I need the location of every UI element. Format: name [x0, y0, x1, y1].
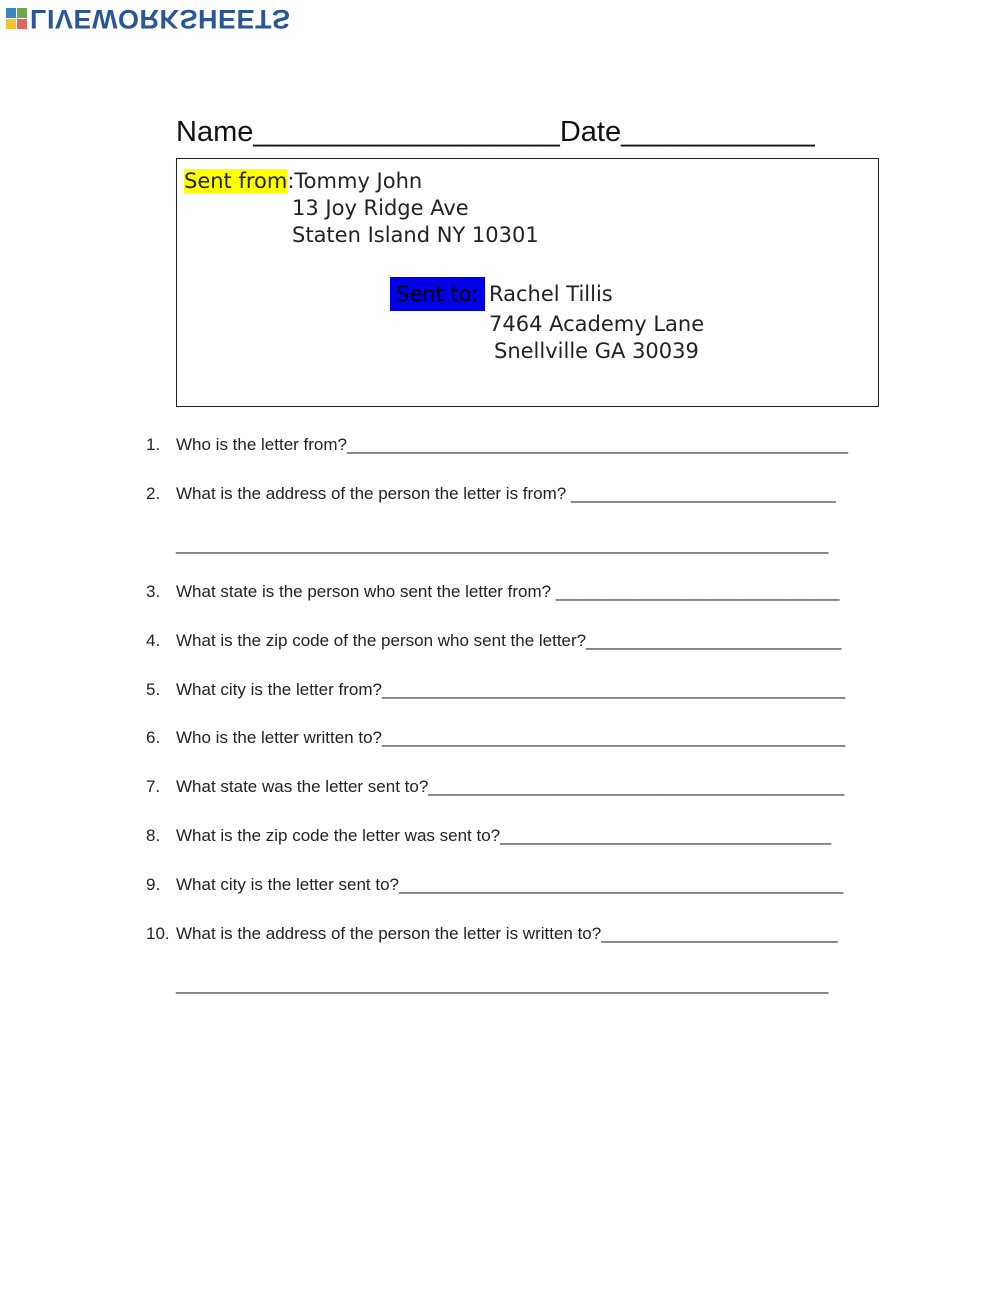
question-text[interactable]: Who is the letter from?_____________________________________________________ [176, 435, 849, 454]
sent-from-label: Sent from [184, 169, 288, 193]
question-7 [146, 777, 845, 797]
question-6 [146, 728, 846, 748]
to-street: 7464 Academy Lane [489, 312, 705, 336]
logo-text: LIVEWORKSHEETS [30, 4, 291, 34]
question-3 [146, 582, 840, 602]
to-name: Rachel Tillis [489, 282, 613, 306]
to-city-line: Snellville GA 30039 [494, 339, 699, 363]
question-number: 5. [146, 680, 161, 699]
from-street: 13 Joy Ridge Ave [292, 196, 469, 220]
question-number: 1. [146, 435, 161, 454]
liveworksheets-logo [6, 4, 291, 34]
sent-to-label: Sent to: [390, 277, 485, 311]
question-4 [146, 631, 842, 651]
question-text[interactable]: What is the address of the person the letter is written to?_________________________ [176, 924, 838, 943]
question-text[interactable]: What state was the letter sent to?____________________________________________ [176, 777, 845, 796]
question-number: 10. [146, 924, 170, 943]
question-8 [146, 826, 832, 846]
question-number: 3. [146, 582, 161, 601]
question-text[interactable]: What city is the letter sent to?_______________________________________________ [176, 875, 844, 894]
question-text[interactable]: What state is the person who sent the letter from? ______________________________ [176, 582, 840, 601]
question-number: 6. [146, 728, 161, 747]
question-number: 4. [146, 631, 161, 650]
question-2-answer-line[interactable]: _____________________________________________________________________ [176, 535, 829, 554]
date-blank[interactable]: ____________ [621, 116, 815, 148]
sent-from-line [184, 168, 422, 194]
question-1 [146, 435, 849, 455]
question-9 [146, 875, 844, 895]
question-text[interactable]: Who is the letter written to?_________________________________________________ [176, 728, 846, 747]
sent-to-label-wrap [390, 277, 485, 311]
from-name: Tommy John [294, 169, 423, 193]
sent-from-colon: : [287, 169, 295, 193]
question-text[interactable]: What is the zip code the letter was sent to?___________________________________ [176, 826, 832, 845]
question-5 [146, 680, 846, 700]
name-blank[interactable]: ___________________ [253, 116, 560, 148]
envelope-box [176, 158, 879, 407]
date-label: Date [559, 116, 622, 148]
from-city-line: Staten Island NY 10301 [292, 223, 539, 247]
question-2 [146, 484, 836, 504]
question-text[interactable]: What city is the letter from?_________________________________________________ [176, 680, 846, 699]
question-number: 9. [146, 875, 161, 894]
logo-squares-icon [6, 8, 28, 30]
question-number: 8. [146, 826, 161, 845]
question-number: 7. [146, 777, 161, 796]
name-label: Name [176, 116, 254, 148]
question-number: 2. [146, 484, 161, 503]
question-text[interactable]: What is the address of the person the letter is from? ____________________________ [176, 484, 836, 503]
name-date-line [176, 116, 815, 149]
question-text[interactable]: What is the zip code of the person who sent the letter?___________________________ [176, 631, 842, 650]
question-10-answer-line[interactable]: _____________________________________________________________________ [176, 975, 829, 994]
question-10 [146, 924, 838, 944]
